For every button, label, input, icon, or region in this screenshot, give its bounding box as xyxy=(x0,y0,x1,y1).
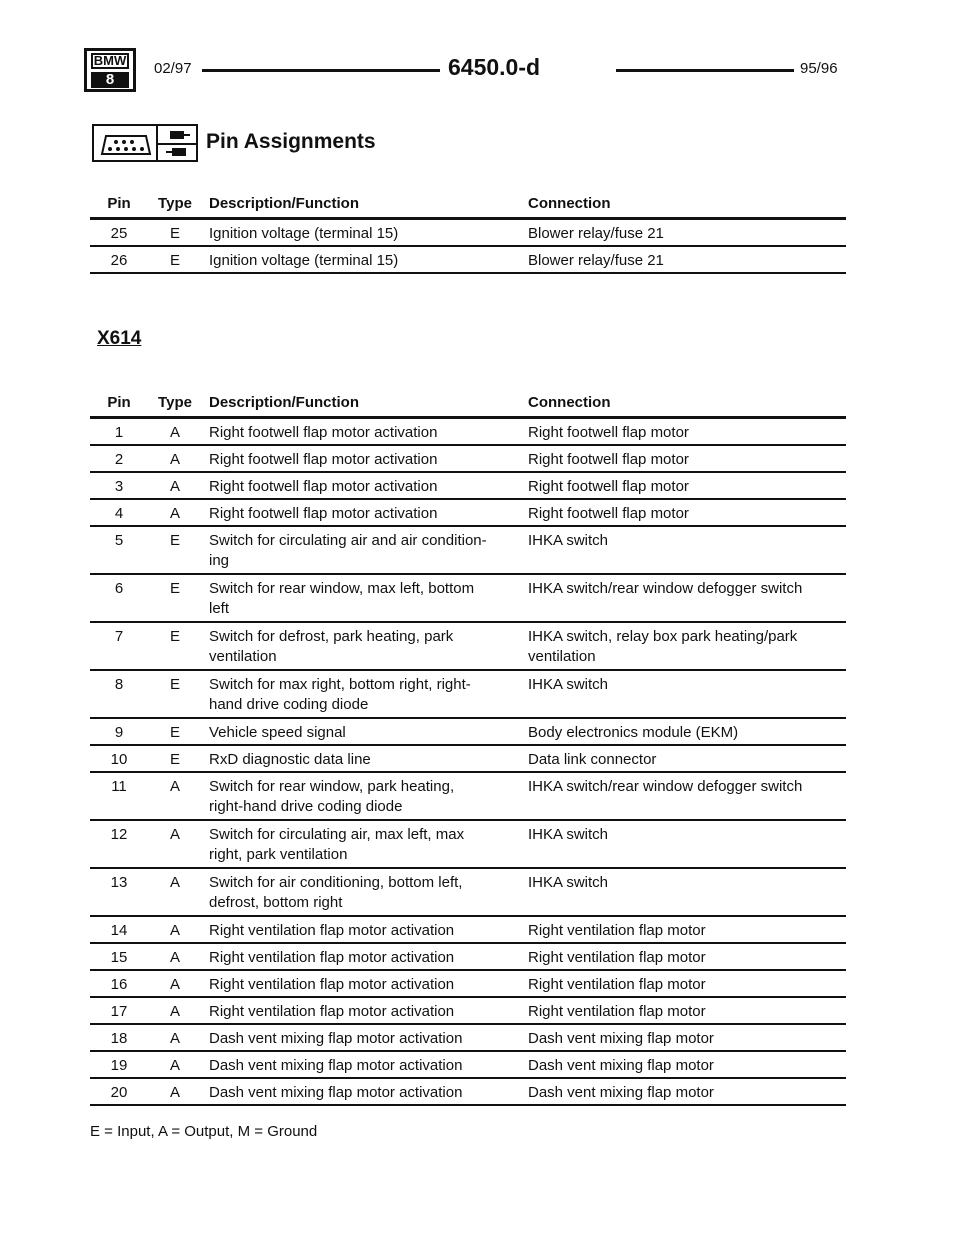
table-body xyxy=(90,220,846,274)
pin-type: A xyxy=(169,505,180,522)
section-title-row xyxy=(92,120,492,166)
pin-connection: IHKA switch xyxy=(528,532,609,549)
pin-connection: IHKA switch/rear window defogger switch xyxy=(528,580,803,597)
pin-connection: Dash vent mixing flap motor xyxy=(528,1057,714,1074)
pin-connection: Body electronics module (EKM) xyxy=(528,724,739,741)
pin-connection: Right footwell flap motor xyxy=(528,451,689,468)
pin-description: Dash vent mixing flap motor activation xyxy=(209,1030,463,1047)
pin-number: 19 xyxy=(110,1057,128,1074)
pin-number: 4 xyxy=(114,505,124,522)
pin-type: E xyxy=(169,751,180,768)
document-code: 6450.0-d xyxy=(448,54,541,80)
pin-type: A xyxy=(169,451,180,468)
pin-number: 8 xyxy=(114,676,124,693)
pin-description: RxD diagnostic data line xyxy=(209,751,371,768)
pin-description: Ignition voltage (terminal 15) xyxy=(209,252,399,269)
pin-type: A xyxy=(169,826,180,843)
pin-description: Switch for defrost, park heating, park ventilation xyxy=(209,628,454,665)
pin-type: A xyxy=(169,1030,180,1047)
bmw-logo xyxy=(84,48,136,92)
table-row xyxy=(90,575,846,623)
pin-description: Dash vent mixing flap motor activation xyxy=(209,1057,463,1074)
page-header xyxy=(84,48,844,92)
pin-description: Right footwell flap motor activation xyxy=(209,451,438,468)
table-row xyxy=(90,419,846,446)
pin-description: Right footwell flap motor activation xyxy=(209,478,438,495)
pin-number: 5 xyxy=(114,532,124,549)
pin-connection: Dash vent mixing flap motor xyxy=(528,1030,714,1047)
column-header-connection: Connection xyxy=(528,195,611,212)
table-header xyxy=(90,392,846,416)
logo-brand-text: BMW xyxy=(91,53,129,69)
pin-plug-icon xyxy=(158,124,198,162)
pin-type: E xyxy=(169,676,180,693)
pin-number: 1 xyxy=(114,424,124,441)
pin-number: 10 xyxy=(110,751,128,768)
pin-description: Dash vent mixing flap motor activation xyxy=(209,1084,463,1101)
table-row xyxy=(90,917,846,944)
pin-number: 25 xyxy=(110,225,128,242)
table-row xyxy=(90,869,846,917)
pin-number: 6 xyxy=(114,580,124,597)
table-row xyxy=(90,473,846,500)
table-row xyxy=(90,971,846,998)
table-row xyxy=(90,719,846,746)
pin-connection: Right ventilation flap motor xyxy=(528,949,706,966)
column-header-type: Type xyxy=(158,394,192,411)
pin-connection: IHKA switch xyxy=(528,826,609,843)
table-row xyxy=(90,446,846,473)
pin-type: A xyxy=(169,778,180,795)
pin-number: 26 xyxy=(110,252,128,269)
pin-number: 13 xyxy=(110,874,128,891)
pin-number: 3 xyxy=(114,478,124,495)
column-header-description: Description/Function xyxy=(209,394,359,411)
header-rule-left xyxy=(202,69,440,72)
column-header-connection: Connection xyxy=(528,394,611,411)
table-row xyxy=(90,220,846,247)
table-header xyxy=(90,193,846,217)
pin-number: 17 xyxy=(110,1003,128,1020)
pin-number: 20 xyxy=(110,1084,128,1101)
pin-number: 11 xyxy=(111,778,127,795)
pin-type: A xyxy=(169,922,180,939)
header-date-left: 02/97 xyxy=(154,60,192,77)
pin-description: Right ventilation flap motor activation xyxy=(209,1003,455,1020)
pin-connection: Dash vent mixing flap motor xyxy=(528,1084,714,1101)
connector-icon xyxy=(92,124,158,162)
table-row xyxy=(90,1025,846,1052)
pin-connection: Right ventilation flap motor xyxy=(528,976,706,993)
pin-type: A xyxy=(169,478,180,495)
pin-number: 15 xyxy=(110,949,128,966)
pin-type: E xyxy=(169,252,180,269)
column-header-pin: Pin xyxy=(107,394,131,411)
pin-number: 12 xyxy=(110,826,128,843)
legend-footnote: E = Input, A = Output, M = Ground xyxy=(90,1123,318,1140)
pin-number: 9 xyxy=(114,724,124,741)
pin-connection: IHKA switch, relay box park heating/park ventilation xyxy=(528,628,798,665)
table-row xyxy=(90,746,846,773)
pin-table-2 xyxy=(90,392,846,1106)
pin-connection: Right footwell flap motor xyxy=(528,424,689,441)
pin-type: A xyxy=(169,874,180,891)
pin-description: Switch for circulating air and air condition- ing xyxy=(209,532,487,569)
pin-number: 7 xyxy=(114,628,124,645)
pin-description: Switch for air conditioning, bottom left, defrost, bottom right xyxy=(209,874,463,911)
pin-description: Right footwell flap motor activation xyxy=(209,505,438,522)
pin-connection: IHKA switch/rear window defogger switch xyxy=(528,778,803,795)
header-date-right: 95/96 xyxy=(800,60,838,77)
pin-number: 18 xyxy=(110,1030,128,1047)
table-row xyxy=(90,623,846,671)
pin-connection: IHKA switch xyxy=(528,676,609,693)
pin-description: Right ventilation flap motor activation xyxy=(209,949,455,966)
pin-type: E xyxy=(169,532,180,549)
pin-connection: IHKA switch xyxy=(528,874,609,891)
pin-description: Right ventilation flap motor activation xyxy=(209,976,455,993)
table-row xyxy=(90,247,846,274)
logo-series-number: 8 xyxy=(91,72,129,88)
column-header-type: Type xyxy=(158,195,192,212)
header-rule-right xyxy=(616,69,794,72)
pin-table-1 xyxy=(90,193,846,274)
pin-type: A xyxy=(169,976,180,993)
pin-type: E xyxy=(169,225,180,242)
table-row xyxy=(90,500,846,527)
pin-connection: Right footwell flap motor xyxy=(528,478,689,495)
pin-connection: Right ventilation flap motor xyxy=(528,1003,706,1020)
pin-connection: Blower relay/fuse 21 xyxy=(528,252,664,269)
pin-type: E xyxy=(169,580,180,597)
pin-number: 14 xyxy=(110,922,128,939)
pin-connection: Right ventilation flap motor xyxy=(528,922,706,939)
pin-description: Vehicle speed signal xyxy=(209,724,346,741)
table-row xyxy=(90,1052,846,1079)
table-row xyxy=(90,527,846,575)
pin-description: Right ventilation flap motor activation xyxy=(209,922,455,939)
pin-number: 16 xyxy=(110,976,128,993)
pin-number: 2 xyxy=(114,451,124,468)
pin-type: A xyxy=(169,949,180,966)
column-header-description: Description/Function xyxy=(209,195,359,212)
pin-type: A xyxy=(169,1003,180,1020)
pin-connection: Data link connector xyxy=(528,751,657,768)
table-row xyxy=(90,944,846,971)
pin-type: A xyxy=(169,1057,180,1074)
table-body xyxy=(90,419,846,1106)
table-row xyxy=(90,671,846,719)
pin-type: A xyxy=(169,424,180,441)
column-header-pin: Pin xyxy=(107,195,131,212)
pin-description: Ignition voltage (terminal 15) xyxy=(209,225,399,242)
table-row xyxy=(90,998,846,1025)
pin-type: E xyxy=(169,628,180,645)
table-row xyxy=(90,821,846,869)
pin-connection: Blower relay/fuse 21 xyxy=(528,225,664,242)
table-row xyxy=(90,1079,846,1106)
pin-description: Right footwell flap motor activation xyxy=(209,424,438,441)
pin-description: Switch for circulating air, max left, max right, park ventilation xyxy=(209,826,465,863)
pin-description: Switch for max right, bottom right, right- hand drive coding diode xyxy=(209,676,471,713)
section-title: Pin Assignments xyxy=(206,130,376,153)
pin-description: Switch for rear window, park heating, right-hand drive coding diode xyxy=(209,778,455,815)
pin-connection: Right footwell flap motor xyxy=(528,505,689,522)
pin-type: A xyxy=(169,1084,180,1101)
connector-label: X614 xyxy=(97,328,142,349)
pin-type: E xyxy=(169,724,180,741)
table-row xyxy=(90,773,846,821)
pin-description: Switch for rear window, max left, bottom left xyxy=(209,580,475,617)
